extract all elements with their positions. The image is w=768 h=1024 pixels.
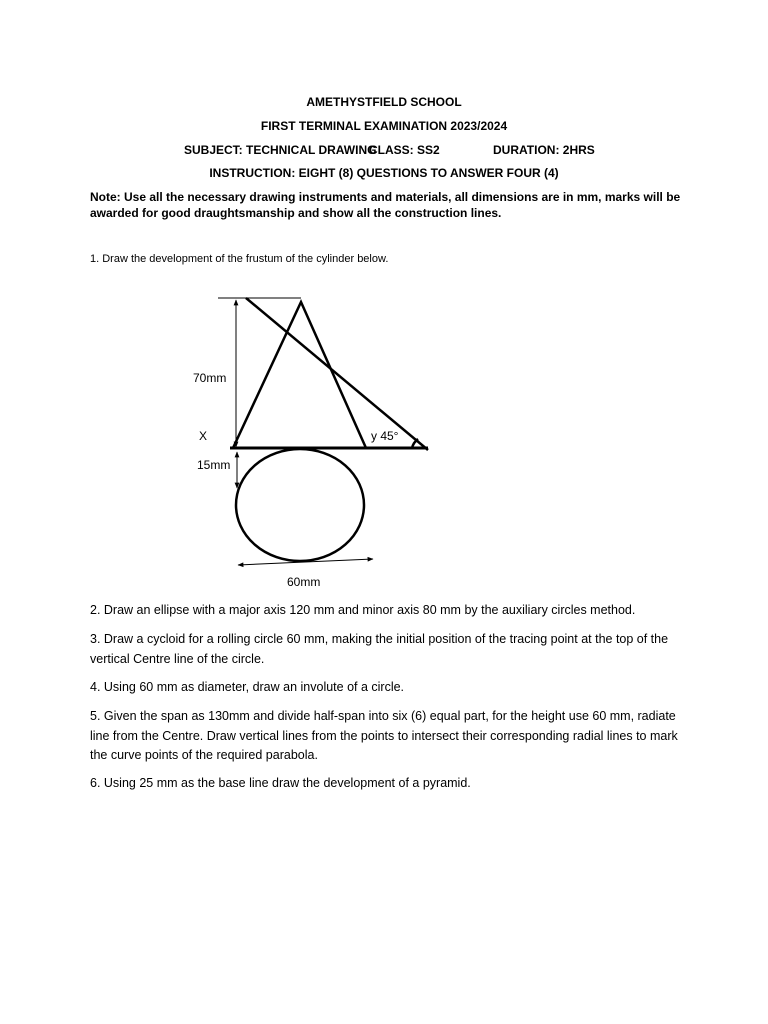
angle-label: y 45° — [371, 429, 399, 443]
triangle-outline — [233, 302, 366, 448]
question-3: 3. Draw a cycloid for a rolling circle 60 mm, making the initial position of the tracing point at the top of the vertical Centre line of the circle. — [90, 632, 669, 666]
question-1: 1. Draw the development of the frustum of the cylinder below. — [90, 253, 389, 265]
class-label: CLASS: SS2 — [369, 143, 440, 157]
question-5: 5. Given the span as 130mm and divide half-span into six (6) equal part, for the height use 60 mm, radiate line from the Centre. Draw vertical lines from the points to intersect their corresponding radial lines to mark the curve points of the required parabola. — [90, 709, 678, 762]
instruction: INSTRUCTION: EIGHT (8) QUESTIONS TO ANSWER FOUR (4) — [209, 166, 559, 180]
question-6: 6. Using 25 mm as the base line draw the development of a pyramid. — [90, 776, 471, 790]
question-4: 4. Using 60 mm as diameter, draw an involute of a circle. — [90, 680, 405, 694]
x-label: X — [199, 429, 208, 443]
school-name: AMETHYSTFIELD SCHOOL — [306, 95, 462, 109]
subject-label: SUBJECT: TECHNICAL DRAWING — [184, 143, 377, 157]
question-2: 2. Draw an ellipse with a major axis 120 mm and minor axis 80 mm by the auxiliary circles method. — [90, 603, 636, 617]
duration-label: DURATION: 2HRS — [493, 143, 595, 157]
exam-title: FIRST TERMINAL EXAMINATION 2023/2024 — [260, 119, 508, 133]
gap-label: 15mm — [197, 458, 231, 472]
exam-note: Note: Use all the necessary drawing instruments and materials, all dimensions are in mm, marks will be awarded for good draughtsmanship and show all the construction lines. — [90, 190, 681, 220]
height-label: 70mm — [193, 371, 227, 385]
width-label: 60mm — [287, 575, 321, 589]
plan-circle — [236, 449, 364, 561]
cutting-plane-line — [246, 298, 428, 450]
